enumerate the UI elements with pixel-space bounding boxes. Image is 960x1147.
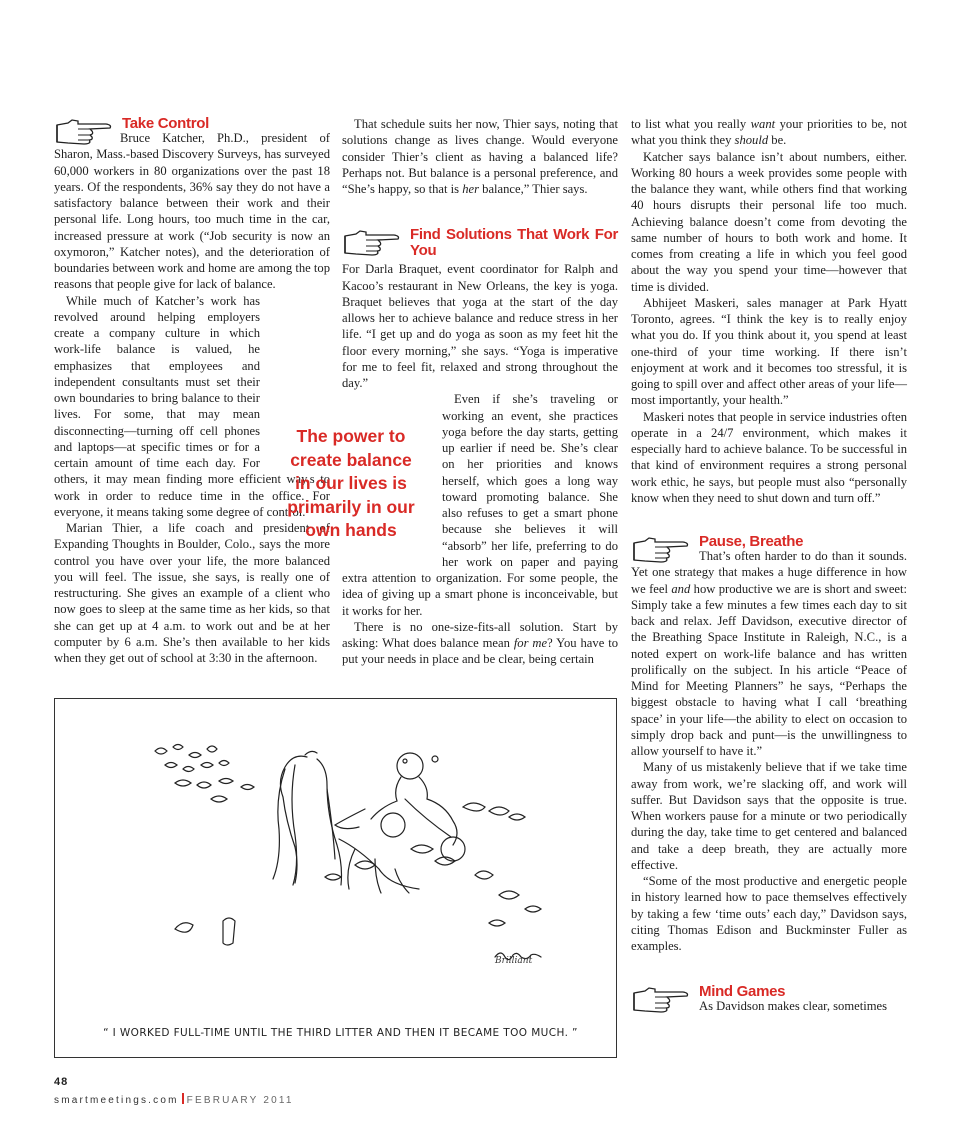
pointing-hand-icon [54, 116, 116, 146]
paragraph: That’s often harder to do than it sounds. Yet one strategy that makes a huge difference in how we feel and how productive we are is short and sweet: Simply take a few minutes a few times each day to sit back and relax. Jeff Davidson, executive director of the Breathing Space Institute in Raleigh, N.C., is a noted expert on work-life balance and has written prolifically on the subject. In his article “Peace of Mind for Meeting Planners” he says, “Perhaps the biggest obstacle to having what I call ‘breathing space’ in your life—the ability to elect on occasion to simply drop back and punt—is the unwillingness to allow yourself to have it.” [631, 549, 907, 758]
paragraph: Katcher says balance isn’t about numbers, either. Working 80 hours a week provides some people with the balance they want, while others find that working 40 hours disrupts their personal life too much. Achieving balance doesn’t come from devoting the same number of hours to both work and home. It comes from creating a life in which you feel good about the way you spend your time—however that time is divided. [631, 149, 907, 294]
paragraph: to list what you really want your priorities to be, not what you think they should be. [631, 117, 907, 148]
paragraph: As Davidson makes clear, sometimes [699, 999, 888, 1014]
paragraph: Many of us mistakenly believe that if we take time away from work, we’re slacking off, and work will suffer. But Davidson says that the opposite is true. When workers pause for a minute or two periodically during the day, take time to get centered and balanced and take a deep breath, they are actually more effective. [631, 760, 907, 872]
pullquote-wrap-space [342, 391, 442, 559]
paragraph: “Some of the most productive and energetic people in history learned how to pace themselves effectively by taking a few ‘time outs’ each day,” Davidson says, citing Thomas Edison and Buckminster Fuller as examples. [631, 874, 907, 953]
article-column-1 [54, 116, 330, 666]
pointing-hand-icon [631, 534, 693, 564]
afghan-hound [273, 751, 419, 893]
footer-separator [182, 1093, 184, 1104]
paragraph: Maskeri notes that people in service industries often operate in a 24/7 environment, which makes it especially hard to achieve balance. To be successful in that kind of environment requires a strong personal work ethic, he says, but people must also “personally know when they need to shut down and turn off.” [631, 409, 907, 505]
pointing-hand-icon [342, 227, 404, 257]
section-heading-text: Take Control [122, 115, 209, 132]
pull-quote: The power to create balance in our lives is primarily in our own hands [287, 426, 415, 540]
article-column-2 [342, 116, 618, 668]
issue-date: FEBRUARY 2011 [186, 1095, 294, 1106]
paragraph: There is no one-size-fits-all solution. Start by asking: What does balance mean for me? You have to put your needs in place and be clear, being certain [342, 619, 618, 667]
paragraph: For Darla Braquet, event coordinator for Ralph and Kacoo’s restaurant in New Orleans, the key is yoga. Braquet believes that yoga at the start of the day allows her to achieve balance and reduce stress in her life. “I get up and do yoga as soon as my feet hit the floor every morning,” she says. “Yoga is imperative for me to feel fit, relaxed and strong throughout the day.” [342, 262, 618, 390]
article-column-3 [631, 116, 907, 1015]
paragraph: While much of Katcher’s work has revolved around helping employers create a company culture in which work-life balance is valued, he emphasizes that employees and independent consultants must set their own boundaries to bring balance to their lives. For some, that may mean disconnecting—turning off cell phones and laptops—at specific times or for a certain amount of time each day. For others, it may mean finding more efficient way,s to work in order to reduce time in the office. For everyone, it means taking some degree of control. [54, 293, 330, 519]
paragraph: Bruce Katcher, Ph.D., president of Sharon, Mass.-based Discovery Surveys, has surveyed 60,000 workers in 80 organizations over the past 18 years. Of the respondents, 36% say they do not have a satisfactory balance between their work and their personal life. Long hours, too much time in the car, increased pressure at work (“Job security is now an oxymoron,” Katcher notes), and the deterioration of boundaries between work and home are among the top reasons that people give for lack of balance. [54, 131, 330, 292]
paragraph: Even if she’s traveling or working an event, she practices yoga before the day starts, getting up earlier if need be. She’s clear on her priorities and knows herself, which goes a long way toward promoting balance. She also refuses to get a smart phone because she believes it will “absorb” her life, preferring to do her work on paper and paying extra attention to organization. For some people, the idea of giving up a smart phone is inconceivable, but it works for her. [342, 392, 618, 618]
section-heading-text: Pause, Breathe [699, 533, 804, 550]
poodle [335, 753, 465, 861]
section-heading-text: Find Solutions That Work For You [410, 226, 618, 260]
cartoon-caption: “ I WORKED FULL-TIME UNTIL THE THIRD LITTER AND THEN IT BECAME TOO MUCH. ” [103, 1027, 578, 1039]
paragraph: That schedule suits her now, Thier says, noting that solutions change as lives change. Would everyone consider Thier’s client as having a balanced life? Perhaps not. But balance is a personal preference, and “She’s happy, so that is her balance,” Thier says. [342, 117, 618, 196]
section-heading-text: Mind Games [699, 983, 786, 1001]
footer [54, 1093, 294, 1106]
cartoon-drawing [55, 699, 616, 1019]
page-number: 48 [54, 1076, 69, 1088]
puppy-cluster [155, 745, 254, 803]
site-name: smartmeetings.com [54, 1095, 179, 1106]
paragraph: Abhijeet Maskeri, sales manager at Park Hyatt Toronto, agrees. “I think the key is to really enjoy what you do. If you think about it, you spend at least one-third of your time working. If there isn’t enjoyment at work and it becomes too stressful, it is going to spill over and affect other areas of your life—most importantly, your health.” [631, 295, 907, 408]
paragraph: Marian Thier, a life coach and president of Expanding Thoughts in Boulder, Colo., says the more control you have over your life, the more balanced you will feel. The issue, she says, is really one of restructuring. She gives an example of a client who now goes to sleep at the same time as her kids, so that she can get up at 4 a.m. to work out and be at her computer by 6 a.m. She’s then available to her kids when they get out of school at 3:30 in the afternoon. [54, 521, 330, 665]
puppies [175, 803, 541, 945]
section-heading-find-solutions [342, 227, 618, 259]
cartoon-illustration [54, 698, 617, 1058]
pointing-hand-icon [631, 984, 693, 1014]
cartoon-signature: Brilliant [495, 956, 533, 966]
